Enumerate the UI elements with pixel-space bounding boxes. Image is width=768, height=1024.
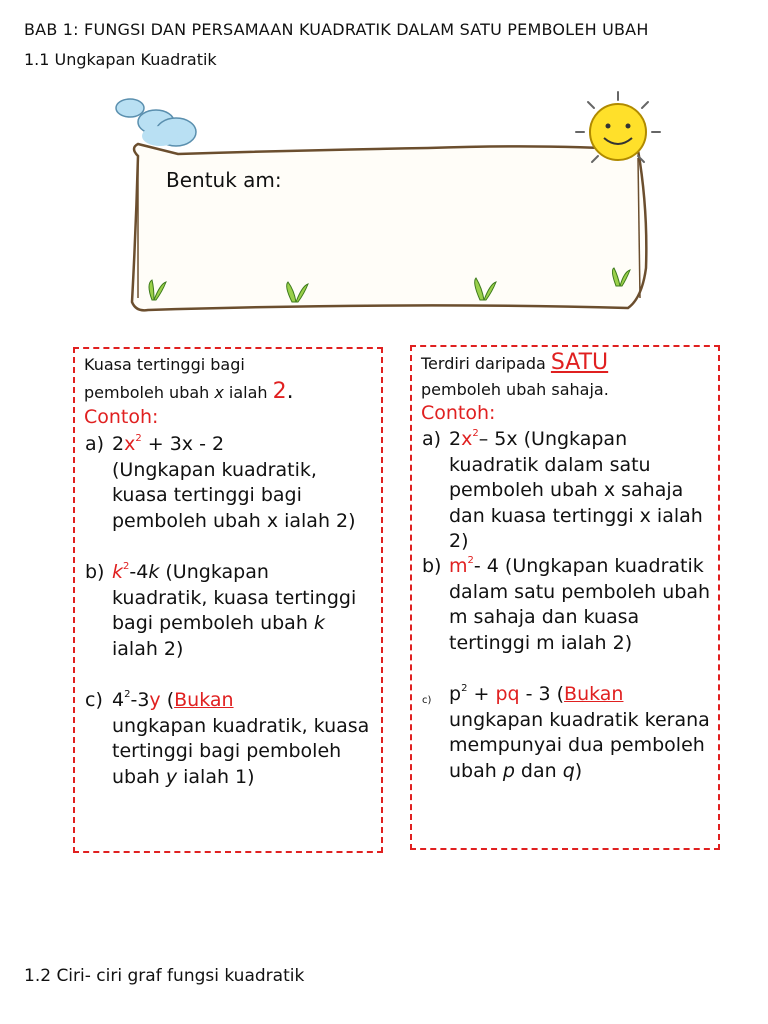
general-form-label: Bentuk am: xyxy=(166,168,282,192)
section-title: 1.1 Ungkapan Kuadratik xyxy=(24,50,217,69)
right-contoh-label: Contoh: xyxy=(421,402,496,424)
left-example-b: b) $k^2-4k$ (Ungkapan kuadratik, kuasa tertinggi bagi pemboleh ubah k ialah 2) xyxy=(85,560,357,660)
right-example-c: c) $p^2$ + pq - 3 (Bukan ungkapan kuadratik kerana mempunyai dua pemboleh ubah p dan q) xyxy=(422,682,710,782)
highest-power-number: 2 xyxy=(272,379,287,404)
left-contoh-label: Contoh: xyxy=(84,406,159,428)
left-example-c: c) $4^2-3y$ (Bukan ungkapan kuadratik, kuasa tertinggi bagi pemboleh ubah y ialah 1) xyxy=(85,688,370,788)
chapter-title: BAB 1: FUNGSI DAN PERSAMAAN KUADRATIK DALAM SATU PEMBOLEH UBAH xyxy=(24,20,649,39)
left-intro: Kuasa tertinggi bagi pemboleh ubah x ialah 2. xyxy=(84,355,294,404)
left-example-a: a) $2x^2 + 3x - 2$ (Ungkapan kuadratik, kuasa tertinggi bagi pemboleh ubah x ialah 2) xyxy=(85,432,356,532)
right-example-b: b) $m^2-$ 4 (Ungkapan kuadratik dalam satu pemboleh ubah m sahaja dan kuasa tertinggi m ialah 2) xyxy=(422,554,711,654)
cloud-icon xyxy=(116,99,196,146)
right-intro: Terdiri daripada SATU pemboleh ubah sahaja. xyxy=(421,350,609,399)
right-example-a: a) $2x^2-$ 5x (Ungkapan kuadratik dalam satu pemboleh ubah x sahaja dan kuasa tertinggi x ialah 2) xyxy=(422,427,703,553)
section-2-title: 1.2 Ciri- ciri graf fungsi kuadratik xyxy=(24,966,305,986)
satu-highlight: SATU xyxy=(550,350,609,375)
banner-illustration xyxy=(108,88,680,320)
